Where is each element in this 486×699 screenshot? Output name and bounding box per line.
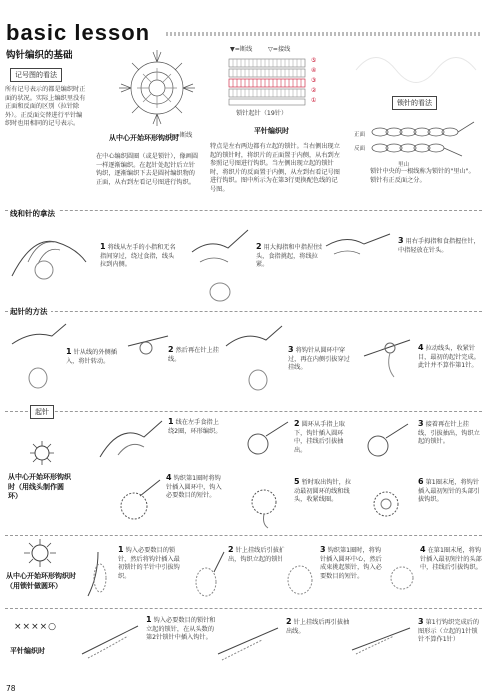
foundation-step-4-1-text: 钩入必要数目的锁针和立起的锁针，在从头数的第2针锁针中插入钩针。 xyxy=(146,617,216,642)
foundation-step-3-4-text: 在第1圈末尾，将钩针插入最初短针的头部中，挂线后引拔钩织。 xyxy=(420,547,482,572)
divider xyxy=(5,210,482,211)
yarn-step-2 xyxy=(256,243,330,270)
foundation-step-3-4 xyxy=(420,546,482,573)
foundation-caption-3: 平针编织时 xyxy=(10,647,45,655)
row-chart-diagram xyxy=(223,55,313,109)
foundation-step-2-2-num: 5 xyxy=(294,477,300,486)
chain-text: 锁针中央的一根线称为锁针的"里山"。锁针有正反面之分。 xyxy=(370,168,475,184)
row-number-4: ④ xyxy=(311,67,317,74)
foundation-photo-3-1 xyxy=(82,546,116,602)
foundation-step-1-3-num: 3 xyxy=(418,419,424,428)
circle-chart-text: 在中心编织圆圈（或是锁针），像画圆一样逐渐编织。在起针处起针后立针钩织，逐渐编织下去是圆衬编织物的正面，从右到左看记号图进行钩织。 xyxy=(96,153,199,186)
yarn-hand-photo-3 xyxy=(322,226,392,266)
foundation-photo-1-2 xyxy=(236,418,292,472)
start-step-1-num: 1 xyxy=(66,347,72,356)
foundation-caption-2: 从中心开始环形钩织时（用锁针做圆环） xyxy=(6,572,76,590)
yarn-step-1-text: 将线从左手的小指和无名指间穿过，绕过食指，线头拉到内侧。 xyxy=(100,244,176,269)
foundation-step-1-1-text: 线在左手食指上绕2圈，环形编织。 xyxy=(168,419,222,435)
start-step-4-num: 4 xyxy=(418,343,424,352)
foundation-step-3-3-num: 3 xyxy=(320,545,326,554)
symbols-label: 记号图的看法 xyxy=(10,68,62,82)
chain-diagram xyxy=(366,120,478,162)
foundation-photo-4-2 xyxy=(216,618,282,668)
start-photo-3 xyxy=(222,322,286,394)
foundation-step-2-2 xyxy=(294,478,354,505)
foundation-photo-1-1 xyxy=(96,415,166,471)
start-photo-1 xyxy=(8,322,70,394)
foundation-step-1-3-text: 接着再在针上挂线，引拔抽出，钩织立起的锁针。 xyxy=(418,421,480,446)
yarn-step-1-num: 1 xyxy=(100,242,106,251)
foundation-step-2-3-text: 第1圈末尾，将钩针插入最初短针的头部引拔钩织。 xyxy=(418,479,480,504)
foundation-step-1-1-num: 1 xyxy=(168,417,174,426)
page-title: basic lesson xyxy=(6,20,151,45)
foundation-step-1-2 xyxy=(294,420,352,455)
foundation-photo-2-2 xyxy=(236,474,292,530)
divider xyxy=(5,411,482,412)
start-step-2 xyxy=(168,346,222,364)
yarn-step-3 xyxy=(398,237,480,255)
yarn-step-2-num: 2 xyxy=(256,242,262,251)
foundation-step-3-3 xyxy=(320,546,384,581)
foundation-step-4-3-num: 3 xyxy=(418,617,424,626)
start-step-4-text: 拉动线头，收紧针目，最初的起针完成。此针并不算作第1针。 xyxy=(418,345,480,370)
foundation-photo-4-3 xyxy=(350,620,414,664)
chain-label: 锁针的看法 xyxy=(392,96,437,110)
yarn-hook-heading: 线和针的拿法 xyxy=(10,208,58,219)
row-number-2: ② xyxy=(311,87,317,94)
symbols-text: 所有记号表示的都是编织时正面的状况。实际上编织里没有正面和反面的区别（拉针除外）。正反面交替进行平针编织时也用相同的记号表示。 xyxy=(5,86,86,128)
row-number-list xyxy=(311,56,316,106)
divider xyxy=(5,608,482,609)
row-chart-caption: 平针编织时 xyxy=(254,127,289,135)
row-number-5: ⑤ xyxy=(311,57,317,64)
circle-start-mark: ▷=断线 xyxy=(170,132,193,139)
foundation-step-3-1 xyxy=(118,546,184,581)
foundation-step-3-3-text: 钩织第1圈时，将钩针插入圆环中心，然后成束挑起锁针，钩入必要数目的短针。 xyxy=(320,547,382,580)
ring-symbol-icon xyxy=(28,440,56,466)
row-chart-text: 特点是左右两边都有立起的锁针。当右侧出现立起的锁针时，将织片的正面置于内侧，从右到左参照记号图进行钩织。当左侧出现立起的锁针时，将织片的反面置于内侧，从左到右看记号图进行钩织。图中所示为在第3行更换配色线的记号图。 xyxy=(210,143,340,193)
yarn-hand-photo-1 xyxy=(8,222,96,284)
yarn-step-3-text: 用右手拇指和食指握住针，中指轻放在针头。 xyxy=(398,238,480,254)
yarn-step-2-text: 用大拇指和中指捏住线头，食指挑起，将线拉紧。 xyxy=(256,244,326,269)
foundation-step-2-3 xyxy=(418,478,480,505)
start-step-3-text: 将钩针从圆环中穿过，再在内侧引拔穿过挂线。 xyxy=(288,347,350,372)
foundation-photo-3-4 xyxy=(388,552,418,600)
foundation-step-1-1 xyxy=(168,418,224,436)
page-number: 78 xyxy=(6,684,16,693)
foundation-step-2-1 xyxy=(166,474,226,501)
yarn-step-3-num: 3 xyxy=(398,236,404,245)
circle-chart-diagram xyxy=(112,42,202,134)
foundation-step-3-2-text: 针上挂线后引拔抽出，钩织立起的锁针。 xyxy=(228,547,290,563)
start-step-4 xyxy=(418,344,480,371)
foundation-photo-2-3 xyxy=(360,476,414,530)
chain-front-label: 正面 xyxy=(354,132,366,138)
foundation-step-3-2-num: 2 xyxy=(228,545,234,554)
foundation-step-4-2-num: 2 xyxy=(286,617,292,626)
foundation-step-4-1 xyxy=(146,616,216,643)
foundation-step-4-1-num: 1 xyxy=(146,615,152,624)
row-number-1: ① xyxy=(311,97,317,104)
foundation-step-1-3 xyxy=(418,420,480,447)
flat-chain-symbol: ××××○ xyxy=(14,622,58,632)
foundation-photo-2-1 xyxy=(106,474,164,534)
foundation-step-3-1-text: 钩入必要数目的锁针，然后将钩针插入最初锁针的半针中引拔钩织。 xyxy=(118,547,180,580)
foundation-step-4-2-text: 针上挂线后再引拔抽出线。 xyxy=(286,619,350,635)
row-top-label-1: ▼=断线 xyxy=(230,46,253,53)
start-step-1 xyxy=(66,348,126,366)
chain-back-label: 反面 xyxy=(354,146,366,152)
chain-stitch-label: 里山 xyxy=(398,162,410,168)
divider xyxy=(5,311,482,312)
start-step-2-num: 2 xyxy=(168,345,174,354)
yarn-step-1 xyxy=(100,243,180,270)
foundation-step-2-1-text: 钩织第1圈时将钩针插入圆环中，钩入必要数目的短针。 xyxy=(166,475,222,500)
foundation-step-1-2-num: 2 xyxy=(294,419,300,428)
row-chart-bottom-label: 锁针起针（19针） xyxy=(236,110,288,117)
chain-ring-symbol-icon xyxy=(22,538,58,568)
watermark-area xyxy=(346,40,482,92)
circle-chart-caption: 从中心开始环形钩织时 xyxy=(109,134,179,142)
start-step-2-text: 然后再在针上挂线。 xyxy=(168,347,219,363)
foundation-step-3-1-num: 1 xyxy=(118,545,124,554)
foundation-caption-1: 从中心开始环形钩织时（用线头制作圆环） xyxy=(8,473,71,500)
start-photo-4 xyxy=(360,326,416,382)
row-number-3: ③ xyxy=(311,77,317,84)
foundation-step-3-4-num: 4 xyxy=(420,545,426,554)
page-subtitle: 钩针编织的基础 xyxy=(6,50,73,61)
start-photo-2 xyxy=(124,326,172,366)
start-step-3-num: 3 xyxy=(288,345,294,354)
foundation-step-2-2-text: 暂时取出钩针，拉动最初圆环的线和线头，收紧线圈。 xyxy=(294,479,352,504)
foundation-step-4-3 xyxy=(418,618,482,645)
foundation-step-2-1-num: 4 xyxy=(166,473,172,482)
foundation-step-2-3-num: 6 xyxy=(418,477,424,486)
divider xyxy=(5,535,482,536)
start-step-3 xyxy=(288,346,354,373)
row-top-label-2: ▽=接线 xyxy=(268,46,291,53)
foundation-photo-1-3 xyxy=(356,420,412,470)
start-method-heading: 起针的方法 xyxy=(10,306,51,317)
foundation-heading: 起针 xyxy=(30,405,54,419)
start-step-1-text: 针从线的外侧插入，将针转动。 xyxy=(66,349,117,365)
foundation-step-1-2-text: 圆环从手指上取下，钩针插入圆环中，挂线后引拔抽出。 xyxy=(294,421,345,454)
foundation-photo-3-2 xyxy=(188,546,226,602)
yarn-hand-photo-2 xyxy=(186,222,256,304)
title-rule xyxy=(166,32,482,36)
foundation-photo-4-1 xyxy=(80,614,140,670)
foundation-photo-3-3 xyxy=(282,548,318,600)
foundation-step-4-3-text: 第1行钩织完成后的图形示（立起的1针锁针不算作1针） xyxy=(418,619,480,644)
foundation-step-4-2 xyxy=(286,618,354,636)
